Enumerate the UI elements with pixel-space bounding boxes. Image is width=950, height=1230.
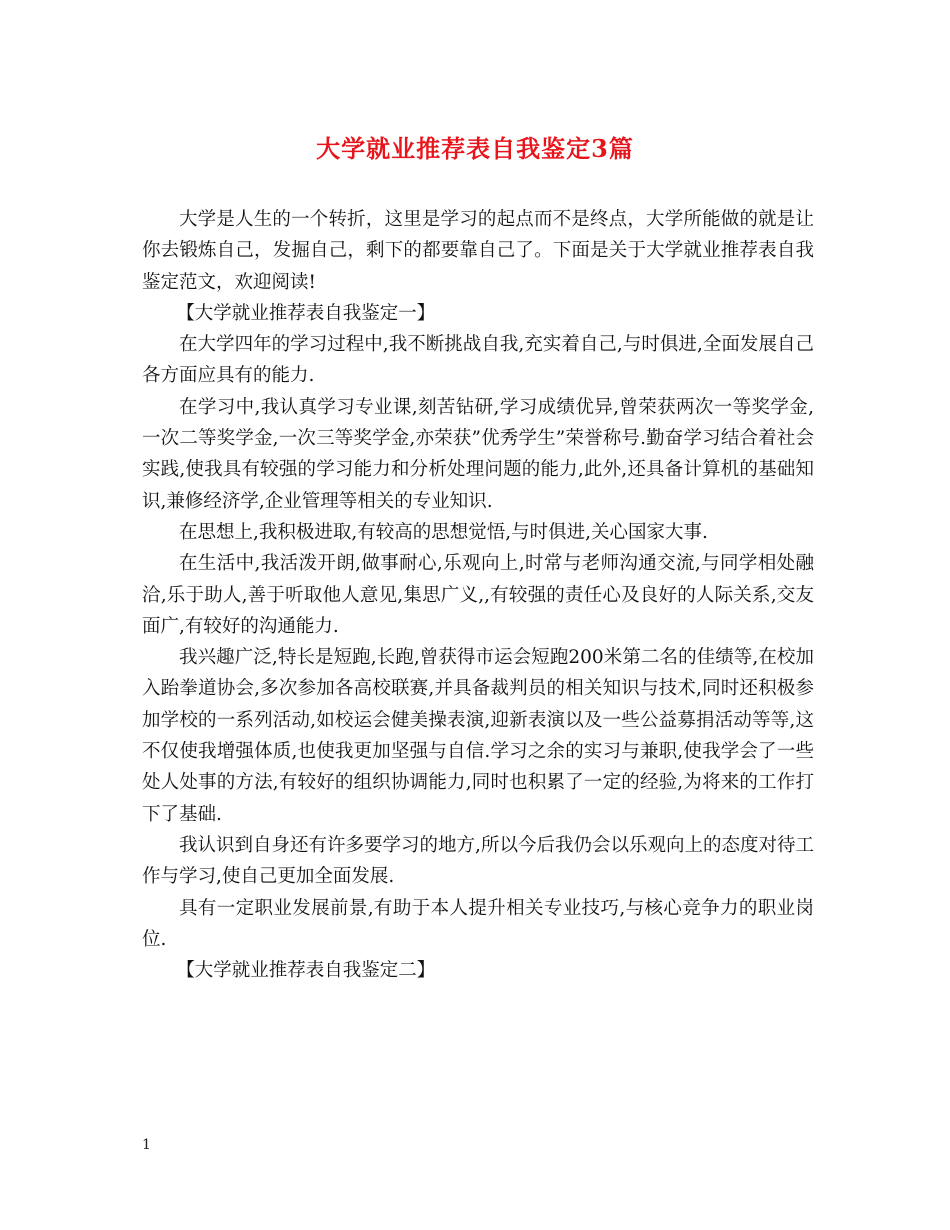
- page-number: 1: [142, 1137, 151, 1153]
- body-paragraph: 在大学四年的学习过程中,我不断挑战自我,充实着自己,与时俱进,全面发展自己各方面应具有的能力.: [142, 334, 814, 387]
- body-paragraph: 在思想上,我积极进取,有较高的思想觉悟,与时俱进,关心国家大事.: [179, 521, 708, 543]
- body-paragraph: 在生活中,我活泼开朗,做事耐心,乐观向上,时常与老师沟通交流,与同学相处融洽,乐于助人,善于听取他人意见,集思广义,,有较强的责任心及良好的人际关系,交友面广,有较好的沟通能力.: [142, 553, 814, 637]
- document-title: 大学就业推荐表自我鉴定3篇: [316, 134, 634, 163]
- body-paragraph: 我兴趣广泛,特长是短跑,长跑,曾获得市运会短跑200米第二名的佳绩等,在校加入跆拳道协会,多次参加各高校联赛,并具备裁判员的相关知识与技术,同时还积极参加学校的一系列活动,如校运会健美操表演,迎新表演以及一些公益募捐活动等等,这不仅使我增强体质,也使我更加坚强与自信.学习之余的实习与兼职,使我学会了一些处人处事的方法,有较好的组织协调能力,同时也积累了一定的经验,为将来的工作打下了基础.: [142, 647, 814, 825]
- body-paragraph: 具有一定职业发展前景,有助于本人提升相关专业技巧,与核心竞争力的职业岗位.: [142, 897, 814, 950]
- intro-paragraph: 大学是人生的一个转折，这里是学习的起点而不是终点，大学所能做的就是让你去锻炼自己，发掘自己，剩下的都要靠自己了。下面是关于大学就业推荐表自我鉴定范文，欢迎阅读!: [142, 209, 814, 293]
- section-heading-2: 【大学就业推荐表自我鉴定二】: [176, 960, 436, 982]
- document-body: [142, 204, 814, 986]
- body-paragraph: 我认识到自身还有许多要学习的地方,所以今后我仍会以乐观向上的态度对待工作与学习,使自己更加全面发展.: [142, 834, 814, 888]
- body-paragraph: 在学习中,我认真学习专业课,刻苦钻研,学习成绩优异,曾荣获两次一等奖学金,一次二等奖学金,一次三等奖学金,亦荣获”优秀学生”荣誉称号.勤奋学习结合着社会实践,使我具有较强的学习能力和分析处理问题的能力,此外,还具备计算机的基础知识,兼修经济学,企业管理等相关的专业知识.: [142, 396, 814, 512]
- section-heading-1: 【大学就业推荐表自我鉴定一】: [176, 302, 436, 324]
